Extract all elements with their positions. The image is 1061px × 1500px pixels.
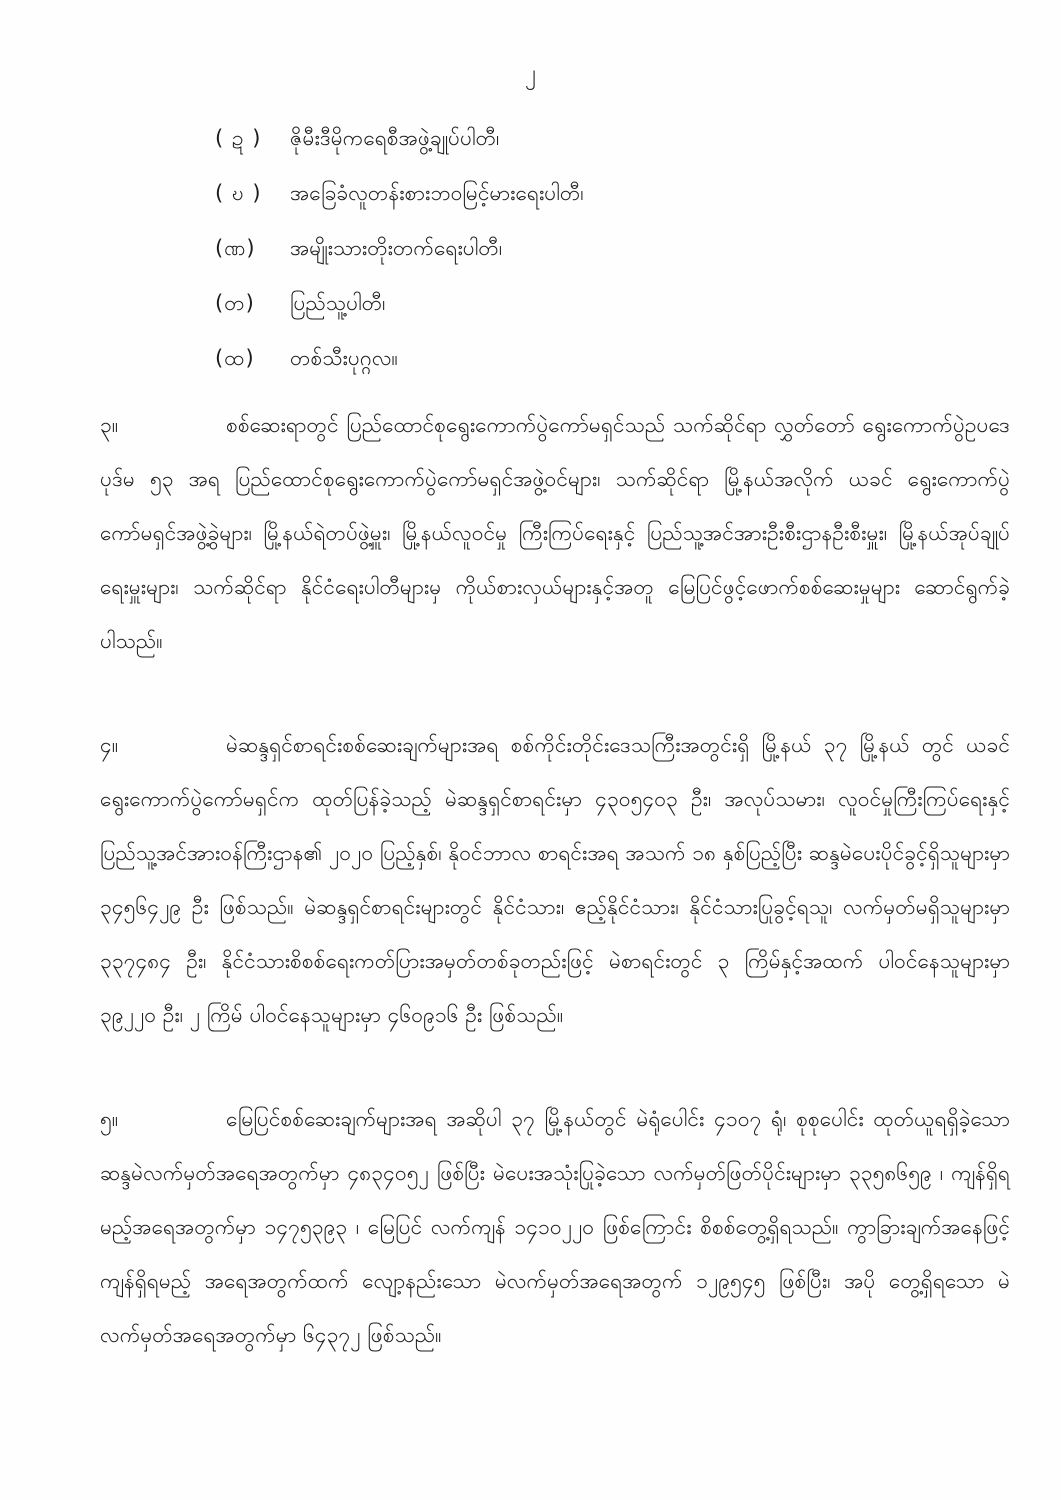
paragraph-4 <box>100 718 1010 1042</box>
paragraph-5 <box>100 1092 1010 1362</box>
party-list <box>215 118 935 393</box>
list-item <box>215 228 935 283</box>
list-item-label: ( ဎ ) <box>215 181 262 205</box>
list-item <box>215 283 935 338</box>
list-item-label: (ဏ) <box>215 236 256 260</box>
list-item <box>215 338 935 393</box>
list-item-text: အမျိုးသားတိုးတက်ရေးပါတီ၊ <box>290 236 503 260</box>
paragraph-number: ၅။ <box>100 1107 119 1131</box>
paragraph-text: မဲဆန္ဒရှင်စာရင်းစစ်ဆေးချက်များအရ စစ်ကိုင်းတိုင်းဒေသကြီးအတွင်းရှိ မြို့နယ် ၃၇ မြို့နယ် တွင် ယခင် ရွေးကောက်ပွဲကော်မရှင်က ထုတ်ပြန်ခဲ့သည့် မဲဆန္ဒရှင်စာရင်းမှာ ၄၃၀၅၄၀၃ ဦး၊ အလုပ်သမား၊ လူဝင်မှုကြီးကြပ်ရေးနှင့် ပြည်သူ့အင်အားဝန်ကြီးဌာန၏ ၂၀၂၀ ပြည့်နှစ်၊ နိုဝင်ဘာလ စာရင်းအရ အသက် ၁၈ နှစ်ပြည့်ပြီး ဆန္ဒမဲပေးပိုင်ခွင့်ရှိသူများမှာ ၃၄၅၆၄၂၉ ဦး ဖြစ်သည်။ မဲဆန္ဒရှင်စာရင်းများတွင် နိုင်ငံသား၊ ဧည့်နိုင်ငံသား၊ နိုင်ငံသားပြုခွင့်ရသူ၊ လက်မှတ်မရှိသူများမှာ ၃၃၇၄၈၄ ဦး၊ နိုင်ငံသားစိစစ်ရေးကတ်ပြားအမှတ်တစ်ခုတည်းဖြင့် မဲစာရင်းတွင် ၃ ကြိမ်နှင့်အထက် ပါဝင်နေသူများမှာ ၃၉၂၂၀ ဦး၊ ၂ ကြိမ် ပါဝင်နေသူများမှာ ၄၆၀၉၁၆ ဦး ဖြစ်သည်။ <box>100 733 1010 1027</box>
body-paragraphs <box>100 398 1010 1412</box>
paragraph-3 <box>100 398 1010 668</box>
list-item-text: အခြေခံလူတန်းစားဘဝမြင့်မားရေးပါတီ၊ <box>290 181 584 205</box>
paragraph-number: ၄။ <box>100 733 119 757</box>
list-item-text: ဇိုမီးဒီမိုကရေစီအဖွဲ့ချုပ်ပါတီ၊ <box>290 126 500 150</box>
list-item-text: ပြည်သူ့ပါတီ၊ <box>290 291 386 315</box>
page-number: ၂ <box>525 61 536 86</box>
paragraph-text: စစ်ဆေးရာတွင် ပြည်ထောင်စုရွေးကောက်ပွဲကော်မရှင်သည် သက်ဆိုင်ရာ လွှတ်တော် ရွေးကောက်ပွဲဥပဒေ ပုဒ်မ ၅၃ အရ ပြည်ထောင်စုရွေးကောက်ပွဲကော်မရှင်အဖွဲ့ဝင်များ၊ သက်ဆိုင်ရာ မြို့နယ်အလိုက် ယခင် ရွေးကောက်ပွဲကော်မရှင်အဖွဲ့ခွဲများ၊ မြို့နယ်ရဲတပ်ဖွဲ့မှူး၊ မြို့နယ်လူဝင်မှု ကြီးကြပ်ရေးနှင့် ပြည်သူ့အင်အားဦးစီးဌာနဦးစီးမှူး၊ မြို့နယ်အုပ်ချုပ်ရေးမှူးများ၊ သက်ဆိုင်ရာ နိုင်ငံရေးပါတီများမှ ကိုယ်စားလှယ်များနှင့်အတူ မြေပြင်ဖွင့်ဖောက်စစ်ဆေးမှုများ ဆောင်ရွက်ခဲ့ပါသည်။ <box>100 413 1010 653</box>
list-item-label: (ထ) <box>215 346 255 370</box>
list-item <box>215 118 935 173</box>
list-item-label: ( ဍ ) <box>215 126 262 150</box>
list-item-label: (တ) <box>215 291 255 315</box>
list-item <box>215 173 935 228</box>
paragraph-number: ၃။ <box>100 413 119 437</box>
paragraph-text: မြေပြင်စစ်ဆေးချက်များအရ အဆိုပါ ၃၇ မြို့နယ်တွင် မဲရုံပေါင်း ၄၁၀၇ ရုံ၊ စုစုပေါင်း ထုတ်ယူရရှိခဲ့သော ဆန္ဒမဲလက်မှတ်အရေအတွက်မှာ ၄၈၃၄၀၅၂ ဖြစ်ပြီး မဲပေးအသုံးပြုခဲ့သော လက်မှတ်ဖြတ်ပိုင်းများမှာ ၃၃၅၈၆၅၉ ၊ ကျန်ရှိရမည့်အရေအတွက်မှာ ၁၄၇၅၃၉၃ ၊ မြေပြင် လက်ကျန် ၁၄၁၀၂၂၀ ဖြစ်ကြောင်း စိစစ်တွေ့ရှိရသည်။ ကွာခြားချက်အနေဖြင့် ကျန်ရှိရမည့် အရေအတွက်ထက် လျော့နည်းသော မဲလက်မှတ်အရေအတွက် ၁၂၉၅၄၅ ဖြစ်ပြီး၊ အပို တွေ့ရှိရသော မဲလက်မှတ်အရေအတွက်မှာ ၆၄၃၇၂ ဖြစ်သည်။ <box>100 1107 1010 1347</box>
list-item-text: တစ်သီးပုဂ္ဂလ။ <box>290 346 398 370</box>
